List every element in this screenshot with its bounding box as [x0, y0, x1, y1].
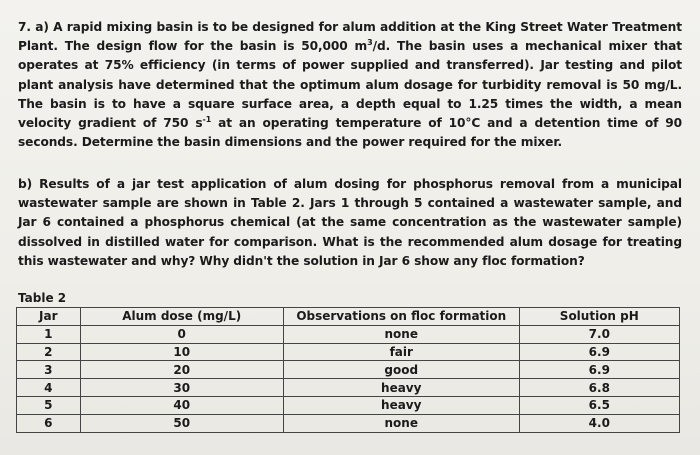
cell-jar: 3 — [17, 361, 81, 379]
cell-ph: 7.0 — [519, 325, 679, 343]
problem-a-paragraph — [18, 18, 682, 152]
table-row — [17, 379, 680, 397]
cell-observation: fair — [283, 343, 519, 361]
cell-ph: 6.9 — [519, 361, 679, 379]
cell-observation: heavy — [283, 396, 519, 414]
header-alum-dose: Alum dose (mg/L) — [80, 308, 283, 326]
header-jar: Jar — [17, 308, 81, 326]
cell-jar: 5 — [17, 396, 81, 414]
problem-a-text-3: at an operating temperature of 10°C and a detention time of 90 seconds. Determine the basin dimensions and the power required for the mixer. — [18, 116, 682, 150]
table-row — [17, 325, 680, 343]
cell-jar: 4 — [17, 379, 81, 397]
cell-alum-dose: 40 — [80, 396, 283, 414]
cell-ph: 6.9 — [519, 343, 679, 361]
jar-test-table — [16, 307, 680, 433]
cell-alum-dose: 20 — [80, 361, 283, 379]
problem-a-text-1: 7. a) A rapid mixing basin is to be designed for alum addition at the King Street Water Treatment Plant. The design flow for the basin is 50,000 m — [18, 20, 682, 54]
cell-observation: none — [283, 414, 519, 432]
cell-ph: 6.8 — [519, 379, 679, 397]
header-observations: Observations on floc formation — [283, 308, 519, 326]
table-header-row — [17, 308, 680, 326]
cell-observation: heavy — [283, 379, 519, 397]
table-row — [17, 396, 680, 414]
problem-b-paragraph: b) Results of a jar test application of alum dosing for phosphorus removal from a municipal wastewater sample are shown in Table 2. Jars 1 through 5 contained a wastewater sample, and Jar 6 contained a phosphorus chemical (at the same concentration as the wastewater sample) dissolved in distilled water for comparison. What is the recommended alum dosage for treating this wastewater and why? Why didn't the solution in Jar 6 show any floc formation? — [18, 177, 682, 268]
cell-jar: 2 — [17, 343, 81, 361]
cell-jar: 6 — [17, 414, 81, 432]
problem-a-text-2: /d. The basin uses a mechanical mixer that operates at 75% efficiency (in terms of power supplied and transferred). Jar testing and pilot plant analysis have determined that the optimum alum dosage for turbidity removal is 50 mg/L. The basin is to have a square surface area, a depth equal to 1.25 times the width, a mean velocity gradient of 750 s — [18, 39, 683, 131]
cell-observation: none — [283, 325, 519, 343]
cell-alum-dose: 0 — [80, 325, 283, 343]
cell-ph: 6.5 — [519, 396, 679, 414]
cell-alum-dose: 50 — [80, 414, 283, 432]
table-caption: Table 2 — [18, 291, 67, 305]
cell-alum-dose: 10 — [80, 343, 283, 361]
table-row — [17, 361, 680, 379]
table-row — [17, 414, 680, 432]
cell-alum-dose: 30 — [80, 379, 283, 397]
superscript-inverse: -1 — [202, 114, 212, 124]
cell-ph: 4.0 — [519, 414, 679, 432]
cell-observation: good — [283, 361, 519, 379]
superscript-cubed: 3 — [367, 38, 373, 48]
table-row — [17, 343, 680, 361]
cell-jar: 1 — [17, 325, 81, 343]
header-solution-ph: Solution pH — [519, 308, 679, 326]
